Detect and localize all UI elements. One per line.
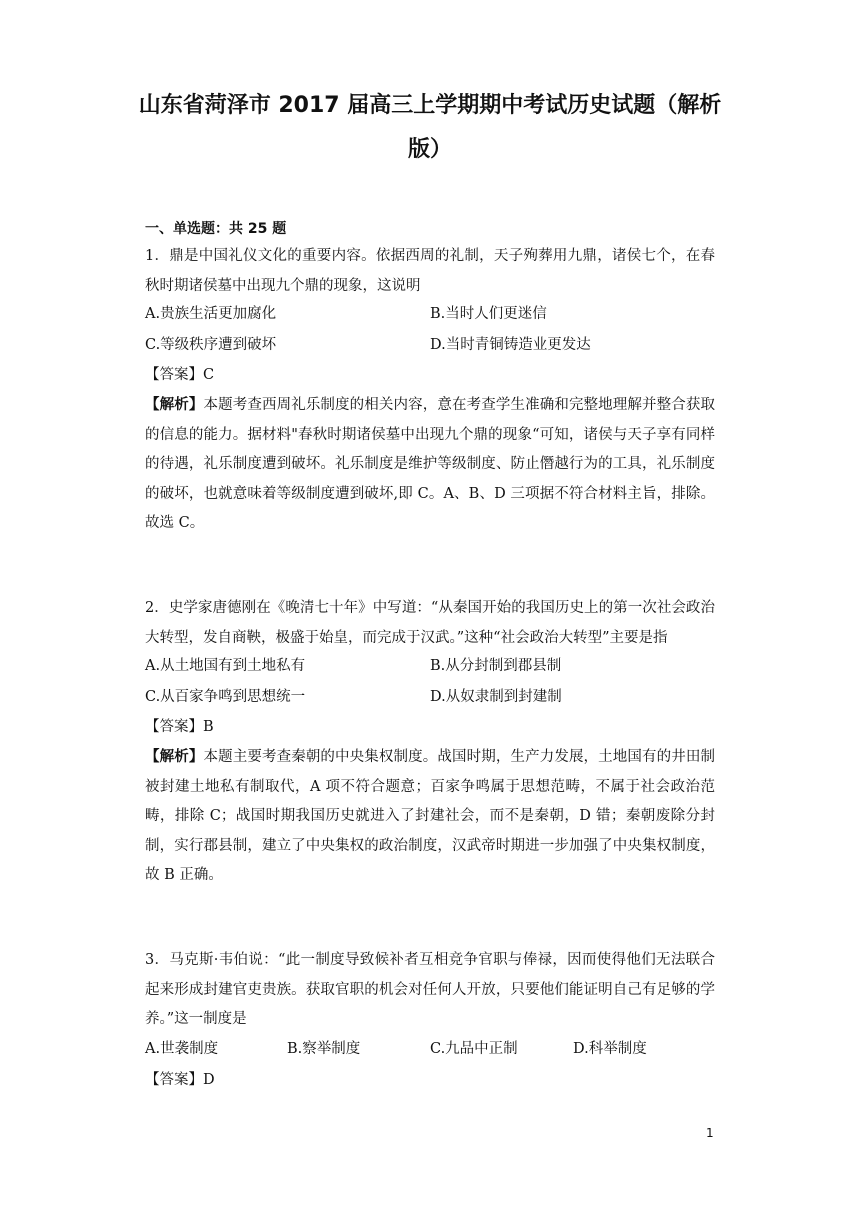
q2-option-c: C.从百家争鸣到思想统一	[145, 689, 306, 705]
section-header: 一、单选题：共 25 题	[145, 221, 287, 237]
q1-analysis	[145, 390, 715, 539]
q2-analysis-text: 本题主要考查秦朝的中央集权制度。战国时期，生产力发展，土地国有的井田制被封建土地私有制取代，A 项不符合题意；百家争鸣属于思想范畴，不属于社会政治范畴，排除 C；战国时期我国历史就进入了封建社会，而不是秦朝，D 错；秦朝废除分封制，实行郡县制，建立了中央集权的政治制度，汉武帝时期进一步加强了中央集权制度，故 B 正确。	[145, 749, 716, 883]
q2-answer: 【答案】B	[145, 719, 214, 735]
q1-option-b: B.当时人们更迷信	[430, 306, 547, 322]
q1-option-d: D.当时青铜铸造业更发达	[430, 337, 591, 353]
title-line-1: 山东省菏泽市 2017 届高三上学期期中考试历史试题（解析	[138, 93, 722, 118]
q1-answer: 【答案】C	[145, 367, 215, 383]
q3-option-d: D.科举制度	[573, 1041, 647, 1057]
q1-option-a: A.贵族生活更加腐化	[145, 306, 277, 322]
q1-analysis-label: 【解析】	[145, 396, 204, 413]
q3-answer: 【答案】D	[145, 1072, 215, 1088]
question-3-stem: 3．马克斯·韦伯说：“此一制度导致候补者互相竞争官职与俸禄，因而使得他们无法联合起来形成封建官吏贵族。获取官职的机会对任何人开放，只要他们能证明自己有足够的学养。”这一制度是	[145, 952, 715, 1027]
q2-analysis	[145, 742, 715, 891]
q1-analysis-text: 本题考查西周礼乐制度的相关内容，意在考查学生准确和完整地理解并整合获取的信息的能力。据材料"春秋时期诸侯墓中出现九个鼎的现象“可知，诸侯与天子享有同样的待遇，礼乐制度遭到破坏。礼乐制度是维护等级制度、防止僭越行为的工具，礼乐制度的破坏，也就意味着等级制度遭到破坏,即 C。A、B、D 三项据不符合材料主旨，排除。故选 C。	[145, 397, 716, 531]
q2-analysis-label: 【解析】	[145, 748, 204, 765]
q3-option-b: B.察举制度	[287, 1041, 361, 1057]
question-1-stem: 1．鼎是中国礼仪文化的重要内容。依据西周的礼制，天子殉葬用九鼎，诸侯七个，在春秋时期诸侯墓中出现九个鼎的现象，这说明	[145, 248, 715, 294]
q1-option-c: C.等级秩序遭到破坏	[145, 337, 277, 353]
question-2-stem: 2．史学家唐德刚在《晚清七十年》中写道：“从秦国开始的我国历史上的第一次社会政治大转型，发自商鞅，极盛于始皇，而完成于汉武。”这种“社会政治大转型”主要是指	[145, 600, 715, 646]
q2-option-d: D.从奴隶制到封建制	[430, 689, 562, 705]
q2-option-b: B.从分封制到郡县制	[430, 658, 562, 674]
document-title	[100, 84, 760, 172]
page-number: 1	[706, 1126, 714, 1140]
q2-option-a: A.从土地国有到土地私有	[145, 658, 306, 674]
title-line-2: 版）	[407, 137, 452, 162]
q3-option-a: A.世袭制度	[145, 1041, 219, 1057]
q3-option-c: C.九品中正制	[430, 1041, 518, 1057]
